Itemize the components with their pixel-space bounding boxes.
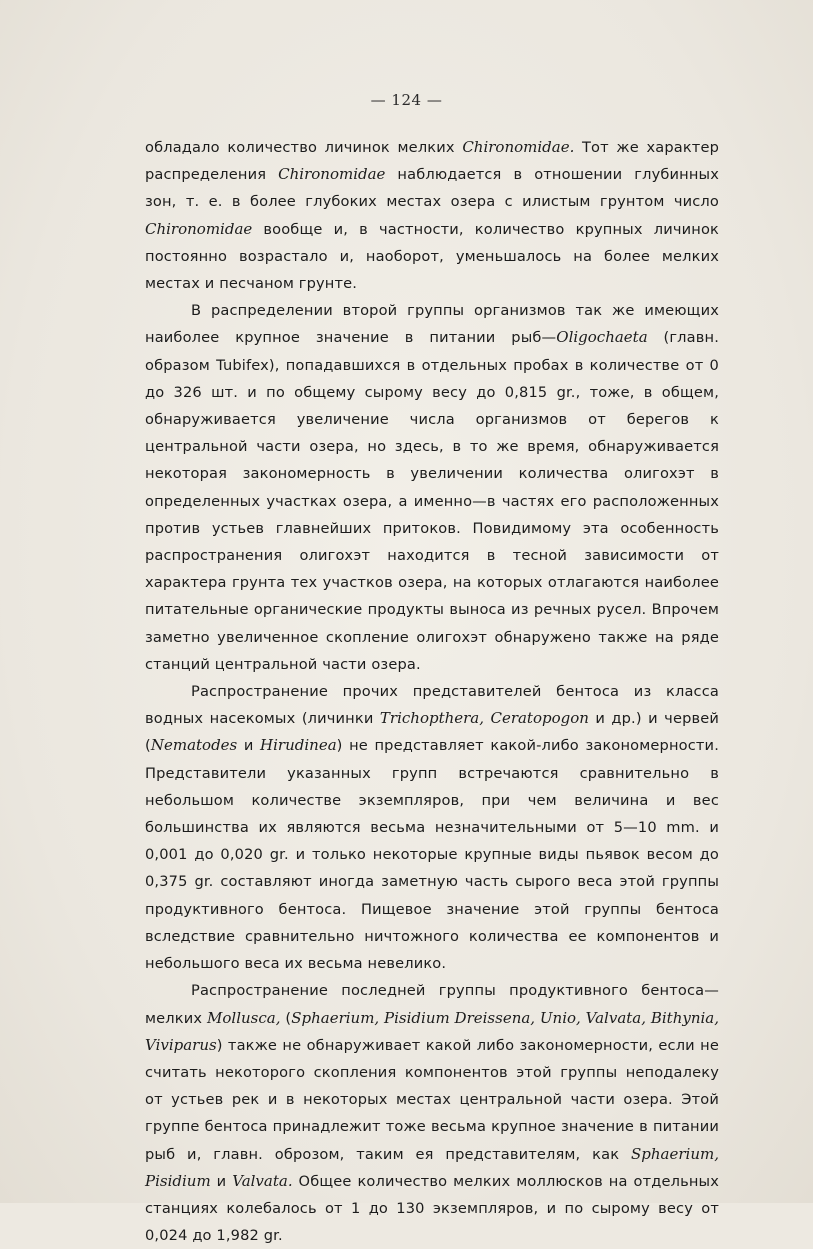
body-text bbox=[145, 134, 719, 1249]
text-run: Распространение прочих представителей бентоса из класса водных насекомых (личинки bbox=[145, 683, 719, 728]
text-run: (главн. образом Tubifex), попадавшихся в отдельных пробах в количестве от 0 до 326 шт. и по общему сырому весу до 0,815 gr., тоже, в общем, обнаруживается увеличение числа организмов от берегов к центральной части озера, но здесь, в то же время, обнаруживается некоторая закономерность в увеличении количества олигохэт в определенных участках озера, а именно—в частях его расположенных против устьев главнейших притоков. Повидимому эта особенность распространения олигохэт находится в тесной зависимости от характера грунта тех участков озера, на которых отлагаются наиболее питательные органические продукты выноса из речных русел. Впрочем заметно увеличенное скопление олигохэт обнаружено также на ряде станций центральной части озера. bbox=[145, 329, 719, 673]
taxon-name: Trichopthera, bbox=[379, 709, 485, 728]
text-run: Общее количество мелких моллюсков на отдельных станциях колебалось от 1 до 130 экземпляров, и по сырому весу от 0,024 до 1,982 gr. bbox=[145, 1172, 719, 1245]
text-run: Распространение последней группы продуктивного бентоса—мелких bbox=[145, 982, 719, 1027]
text-run: В распределении второй группы организмов так же имеющих наиболее крупное значение в питании рыб— bbox=[145, 302, 719, 347]
paragraph bbox=[145, 977, 719, 1249]
taxon-name: Oligochaeta bbox=[556, 328, 648, 347]
paragraph bbox=[145, 297, 719, 678]
page-number: — 124 — bbox=[370, 91, 443, 109]
taxon-name: Valvata. bbox=[232, 1171, 293, 1190]
taxon-name: Chironomidae bbox=[145, 219, 253, 238]
text-run: вообще и, в частности, количество крупных личинок постоянно возрастало и, наоборот, уменьшалось на более мелких местах и песчаном грунте. bbox=[145, 220, 719, 293]
text-run: наблюдается в отношении глубинных зон, т. е. в более глубоких местах озера с илистым грунтом число bbox=[145, 166, 719, 211]
taxon-name: Chironomidae. bbox=[462, 138, 575, 156]
taxon-name: Pisidium bbox=[145, 1171, 211, 1190]
text-run: и bbox=[210, 1172, 233, 1190]
text-run: и bbox=[237, 737, 261, 755]
taxon-name: Ceratopogon bbox=[490, 709, 589, 728]
text-run: ( bbox=[280, 1009, 292, 1027]
taxon-name: Sphaerium, Pisidium Dreissena, Unio, Valvata, Bithynia, Viviparus bbox=[145, 1008, 720, 1054]
text-run: Тот же характер распределения bbox=[145, 139, 719, 184]
taxon-name: Chironomidae bbox=[278, 165, 386, 184]
paragraph bbox=[145, 678, 719, 977]
text-run: и др.) и червей ( bbox=[145, 710, 720, 755]
text-run: ) также не обнаруживает какой либо закономерности, если не считать некоторого скопления компонентов этой группы неподалеку от устьев рек и в некоторых местах центральной части озера. Этой группе бентоса принадлежит тоже весьма крупное значение в питании рыб и, главн. оброзом, таким ея представителям, как bbox=[145, 1036, 719, 1163]
taxon-name: Sphaerium, bbox=[631, 1144, 719, 1163]
text-run: обладало количество личинок мелких bbox=[145, 139, 463, 156]
taxon-name: Nematodes bbox=[150, 736, 238, 755]
taxon-name: Hirudinea bbox=[260, 736, 337, 755]
text-run: ) не представляет какой-либо закономерности. Представители указанных групп встречаются сравнительно в небольшом количестве экземпляров, при чем величина и вес большинства их являются весьма незначительными от 5—10 mm. и 0,001 до 0,020 gr. и только некоторые крупные виды пьявок весом до 0,375 gr. составляют иногда заметную часть сырого веса этой группы продуктивного бентоса. Пищевое значение этой группы бентоса вследствие сравнительно ничтожного количества ее компонентов и небольшого веса их весьма невелико. bbox=[145, 737, 719, 973]
taxon-name: Mollusca, bbox=[207, 1008, 281, 1027]
paragraph bbox=[145, 134, 719, 297]
